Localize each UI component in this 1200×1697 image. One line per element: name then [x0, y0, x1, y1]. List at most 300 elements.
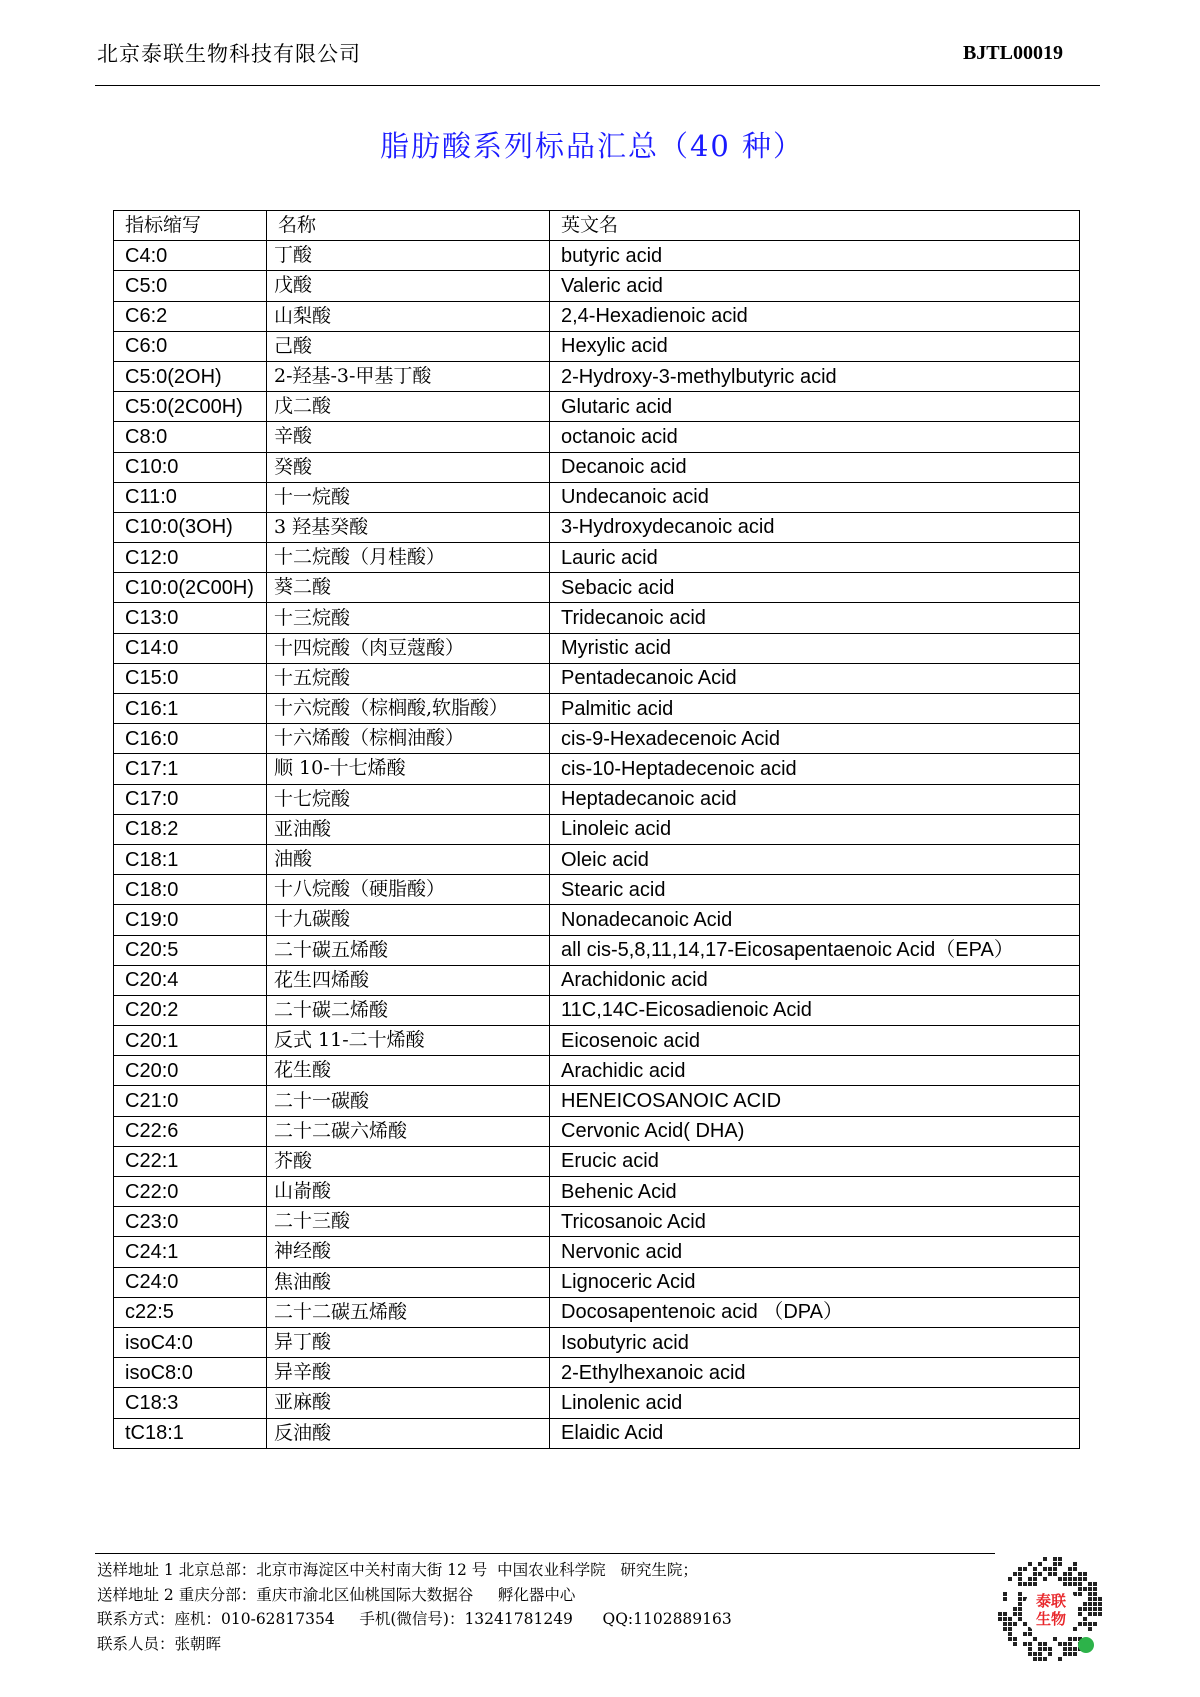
qr-module [1013, 1572, 1017, 1576]
english-cell: Linoleic acid [550, 814, 1080, 844]
qr-module [1013, 1612, 1017, 1616]
abbr-cell: C10:0(2C00H) [114, 573, 267, 603]
qr-module [1053, 1637, 1057, 1641]
abbr-cell: C14:0 [114, 633, 267, 663]
qr-module [1053, 1557, 1057, 1561]
name-cell: 己酸 [267, 331, 550, 361]
qr-module [1063, 1647, 1067, 1651]
qr-module [1053, 1562, 1057, 1566]
english-cell: Lignoceric Acid [550, 1267, 1080, 1297]
table-row [114, 512, 1080, 542]
english-cell: Decanoic acid [550, 452, 1080, 482]
english-cell: 2-Hydroxy-3-methylbutyric acid [550, 361, 1080, 391]
qr-module [1078, 1607, 1082, 1611]
company-name: 北京泰联生物科技有限公司 [97, 42, 361, 66]
english-cell: Tridecanoic acid [550, 603, 1080, 633]
qr-module [1093, 1607, 1097, 1611]
qr-module [1098, 1612, 1102, 1616]
abbr-cell: C5:0(2OH) [114, 361, 267, 391]
table-row [114, 905, 1080, 935]
qr-module [1008, 1637, 1012, 1641]
qr-module [1023, 1567, 1027, 1571]
abbr-cell: C4:0 [114, 241, 267, 271]
qr-module [1068, 1647, 1072, 1651]
qr-module [1058, 1657, 1062, 1661]
page-title: 脂肪酸系列标品汇总（40 种） [379, 129, 805, 163]
english-cell: cis-10-Heptadecenoic acid [550, 754, 1080, 784]
abbr-cell: C22:0 [114, 1177, 267, 1207]
qr-module [1028, 1652, 1032, 1656]
english-cell: Tricosanoic Acid [550, 1207, 1080, 1237]
qr-module [1008, 1627, 1012, 1631]
english-cell: Eicosenoic acid [550, 1026, 1080, 1056]
qr-module [1038, 1652, 1042, 1656]
qr-module [1073, 1637, 1077, 1641]
abbr-cell: C24:1 [114, 1237, 267, 1267]
qr-module [1003, 1612, 1007, 1616]
qr-module [1018, 1612, 1022, 1616]
table-row [114, 633, 1080, 663]
english-cell: Cervonic Acid( DHA) [550, 1116, 1080, 1146]
abbr-cell: C22:6 [114, 1116, 267, 1146]
qr-module [1033, 1567, 1037, 1571]
qr-module [1048, 1567, 1052, 1571]
english-cell: Linolenic acid [550, 1388, 1080, 1418]
table-row [114, 1388, 1080, 1418]
company-qr-seal [996, 1555, 1106, 1665]
qr-module [1008, 1577, 1012, 1581]
abbr-cell: C6:2 [114, 301, 267, 331]
qr-module [1063, 1582, 1067, 1586]
abbr-cell: C17:0 [114, 784, 267, 814]
name-cell: 山嵛酸 [267, 1177, 550, 1207]
qr-module [1088, 1587, 1092, 1591]
name-cell: 反油酸 [267, 1418, 550, 1448]
qr-module [1063, 1572, 1067, 1576]
abbr-cell: C5:0 [114, 271, 267, 301]
english-cell: Hexylic acid [550, 331, 1080, 361]
english-cell: Arachidonic acid [550, 965, 1080, 995]
english-cell: Behenic Acid [550, 1177, 1080, 1207]
abbr-cell: c22:5 [114, 1297, 267, 1327]
qr-module [1033, 1652, 1037, 1656]
qr-module [1018, 1592, 1022, 1596]
table-row [114, 875, 1080, 905]
wechat-badge-icon [1078, 1637, 1094, 1653]
table-row [114, 663, 1080, 693]
qr-module [1078, 1582, 1082, 1586]
qr-module [1058, 1577, 1062, 1581]
name-cell: 十三烷酸 [267, 603, 550, 633]
qr-module [1088, 1592, 1092, 1596]
name-cell: 戊酸 [267, 271, 550, 301]
qr-module [1068, 1637, 1072, 1641]
abbr-cell: C5:0(2C00H) [114, 392, 267, 422]
qr-module [1013, 1607, 1017, 1611]
qr-module [1038, 1657, 1042, 1661]
qr-module [1043, 1647, 1047, 1651]
abbr-cell: C20:1 [114, 1026, 267, 1056]
name-cell: 芥酸 [267, 1146, 550, 1176]
document-code: BJTL00019 [962, 42, 1063, 64]
table-row [114, 543, 1080, 573]
english-cell: Palmitic acid [550, 694, 1080, 724]
abbr-cell: C12:0 [114, 543, 267, 573]
abbr-cell: C20:0 [114, 1056, 267, 1086]
table-row [114, 422, 1080, 452]
name-cell: 二十碳二烯酸 [267, 995, 550, 1025]
table-row [114, 1297, 1080, 1327]
name-cell: 2-羟基-3-甲基丁酸 [267, 361, 550, 391]
qr-module [1043, 1642, 1047, 1646]
qr-module [1033, 1577, 1037, 1581]
header-divider [95, 85, 1100, 86]
qr-module [1098, 1597, 1102, 1601]
qr-module [1093, 1602, 1097, 1606]
name-cell: 十四烷酸（肉豆蔻酸） [267, 633, 550, 663]
name-cell: 十六烯酸（棕榈油酸） [267, 724, 550, 754]
qr-module [1003, 1592, 1007, 1596]
qr-module [1043, 1577, 1047, 1581]
qr-module [1078, 1592, 1082, 1596]
qr-module [1073, 1582, 1077, 1586]
qr-module [998, 1617, 1002, 1621]
qr-module [1023, 1582, 1027, 1586]
qr-module [1093, 1592, 1097, 1596]
qr-module [1073, 1647, 1077, 1651]
english-cell: Arachidic acid [550, 1056, 1080, 1086]
qr-module [1003, 1627, 1007, 1631]
qr-module [1073, 1567, 1077, 1571]
qr-module [1088, 1622, 1092, 1626]
fatty-acid-table [113, 210, 1080, 1449]
qr-module [1008, 1632, 1012, 1636]
abbr-cell: C20:2 [114, 995, 267, 1025]
qr-module [1008, 1617, 1012, 1621]
qr-module [1033, 1582, 1037, 1586]
qr-module [1063, 1642, 1067, 1646]
name-cell: 十一烷酸 [267, 482, 550, 512]
qr-module [1068, 1572, 1072, 1576]
qr-module [1088, 1612, 1092, 1616]
qr-module [1043, 1567, 1047, 1571]
table-row [114, 603, 1080, 633]
abbr-cell: isoC4:0 [114, 1327, 267, 1357]
qr-module [1003, 1622, 1007, 1626]
english-cell: Undecanoic acid [550, 482, 1080, 512]
english-cell: Nonadecanoic Acid [550, 905, 1080, 935]
qr-module [1038, 1562, 1042, 1566]
table-row [114, 1267, 1080, 1297]
abbr-cell: C20:5 [114, 935, 267, 965]
abbr-cell: C10:0(3OH) [114, 512, 267, 542]
qr-module [1013, 1642, 1017, 1646]
qr-module [1088, 1607, 1092, 1611]
english-cell: 3-Hydroxydecanoic acid [550, 512, 1080, 542]
table-row [114, 361, 1080, 391]
qr-module [1038, 1647, 1042, 1651]
name-cell: 异丁酸 [267, 1327, 550, 1357]
qr-module [1068, 1652, 1072, 1656]
abbr-cell: C20:4 [114, 965, 267, 995]
abbr-cell: C11:0 [114, 482, 267, 512]
table-row [114, 1418, 1080, 1448]
english-cell: cis-9-Hexadecenoic Acid [550, 724, 1080, 754]
abbr-cell: C23:0 [114, 1207, 267, 1237]
table-row [114, 1207, 1080, 1237]
qr-module [1078, 1577, 1082, 1581]
table-row [114, 482, 1080, 512]
seal-text-line-2: 生物 [1035, 1610, 1067, 1628]
name-cell: 十六烷酸（棕榈酸,软脂酸） [267, 694, 550, 724]
name-cell: 顺 10-十七烯酸 [267, 754, 550, 784]
name-cell: 山梨酸 [267, 301, 550, 331]
name-cell: 异辛酸 [267, 1358, 550, 1388]
qr-module [1093, 1587, 1097, 1591]
abbr-cell: C16:0 [114, 724, 267, 754]
qr-module [1068, 1577, 1072, 1581]
table-row [114, 452, 1080, 482]
table-row [114, 1146, 1080, 1176]
qr-module [1078, 1572, 1082, 1576]
table-row [114, 995, 1080, 1025]
english-cell: Valeric acid [550, 271, 1080, 301]
table-row [114, 754, 1080, 784]
table-row [114, 1327, 1080, 1357]
name-cell: 癸酸 [267, 452, 550, 482]
qr-module [1093, 1622, 1097, 1626]
table-row [114, 241, 1080, 271]
english-cell: 2-Ethylhexanoic acid [550, 1358, 1080, 1388]
abbr-cell: C10:0 [114, 452, 267, 482]
english-cell: Heptadecanoic acid [550, 784, 1080, 814]
name-cell: 二十碳五烯酸 [267, 935, 550, 965]
name-cell: 戊二酸 [267, 392, 550, 422]
footer-divider [95, 1553, 995, 1554]
qr-module [1073, 1652, 1077, 1656]
qr-module [1018, 1577, 1022, 1581]
table-row [114, 1086, 1080, 1116]
qr-module [1083, 1587, 1087, 1591]
table-row [114, 1116, 1080, 1146]
english-cell: octanoic acid [550, 422, 1080, 452]
qr-module [1063, 1577, 1067, 1581]
qr-module [1068, 1567, 1072, 1571]
abbr-cell: C8:0 [114, 422, 267, 452]
qr-module [1033, 1637, 1037, 1641]
english-cell: Glutaric acid [550, 392, 1080, 422]
table-row [114, 573, 1080, 603]
qr-module [1028, 1632, 1032, 1636]
table-row [114, 392, 1080, 422]
qr-module [1028, 1647, 1032, 1651]
table-row [114, 1026, 1080, 1056]
table-row [114, 965, 1080, 995]
abbr-cell: C16:1 [114, 694, 267, 724]
table-row [114, 724, 1080, 754]
abbr-cell: C6:0 [114, 331, 267, 361]
table-row [114, 1358, 1080, 1388]
table-row [114, 271, 1080, 301]
name-cell: 十八烷酸（硬脂酸） [267, 875, 550, 905]
qr-module [1033, 1572, 1037, 1576]
qr-module [1018, 1602, 1022, 1606]
name-cell: 十九碳酸 [267, 905, 550, 935]
qr-module [1048, 1647, 1052, 1651]
name-cell: 二十二碳五烯酸 [267, 1297, 550, 1327]
qr-module [1008, 1622, 1012, 1626]
qr-module [1053, 1567, 1057, 1571]
qr-module [1063, 1652, 1067, 1656]
table-row [114, 1177, 1080, 1207]
qr-module [1028, 1582, 1032, 1586]
qr-module [1038, 1572, 1042, 1576]
qr-module [1023, 1642, 1027, 1646]
contact-person-line: 联系人员：张朝晖 [97, 1634, 222, 1653]
table-row [114, 935, 1080, 965]
table-row [114, 844, 1080, 874]
abbr-cell: C17:1 [114, 754, 267, 784]
column-header-abbr: 指标缩写 [114, 211, 267, 241]
contact-footer [97, 1558, 732, 1656]
qr-module [1073, 1562, 1077, 1566]
english-cell: 2,4-Hexadienoic acid [550, 301, 1080, 331]
qr-module [1068, 1582, 1072, 1586]
qr-module [1098, 1602, 1102, 1606]
qr-module [1083, 1602, 1087, 1606]
english-cell: Erucic acid [550, 1146, 1080, 1176]
table-header-row [114, 211, 1080, 241]
name-cell: 焦油酸 [267, 1267, 550, 1297]
name-cell: 十五烷酸 [267, 663, 550, 693]
qr-module [1098, 1607, 1102, 1611]
qr-module [1093, 1612, 1097, 1616]
abbr-cell: C18:3 [114, 1388, 267, 1418]
english-cell: Isobutyric acid [550, 1327, 1080, 1357]
english-cell: Docosapentenoic acid （DPA） [550, 1297, 1080, 1327]
qr-module [1018, 1597, 1022, 1601]
qr-module [1078, 1587, 1082, 1591]
qr-module [1028, 1562, 1032, 1566]
name-cell: 丁酸 [267, 241, 550, 271]
column-header-english: 英文名 [550, 211, 1080, 241]
qr-module [1083, 1607, 1087, 1611]
english-cell: Stearic acid [550, 875, 1080, 905]
table-row [114, 694, 1080, 724]
qr-module [1088, 1582, 1092, 1586]
name-cell: 亚麻酸 [267, 1388, 550, 1418]
qr-module [1058, 1557, 1062, 1561]
qr-module [1068, 1642, 1072, 1646]
qr-module [1088, 1602, 1092, 1606]
english-cell: Elaidic Acid [550, 1418, 1080, 1448]
qr-module [1058, 1642, 1062, 1646]
qr-module [1078, 1622, 1082, 1626]
qr-module [1048, 1652, 1052, 1656]
name-cell: 二十二碳六烯酸 [267, 1116, 550, 1146]
abbr-cell: isoC8:0 [114, 1358, 267, 1388]
name-cell: 十二烷酸（月桂酸） [267, 543, 550, 573]
qr-module [1018, 1567, 1022, 1571]
abbr-cell: C19:0 [114, 905, 267, 935]
english-cell: butyric acid [550, 241, 1080, 271]
qr-module [1073, 1577, 1077, 1581]
qr-module [1038, 1642, 1042, 1646]
qr-module [1018, 1607, 1022, 1611]
abbr-cell: C18:2 [114, 814, 267, 844]
name-cell: 花生四烯酸 [267, 965, 550, 995]
abbr-cell: C24:0 [114, 1267, 267, 1297]
qr-module [1058, 1562, 1062, 1566]
name-cell: 辛酸 [267, 422, 550, 452]
qr-module [1003, 1597, 1007, 1601]
qr-module [1013, 1637, 1017, 1641]
english-cell: Lauric acid [550, 543, 1080, 573]
qr-module [1033, 1657, 1037, 1661]
qr-module [1093, 1597, 1097, 1601]
abbr-cell: C18:0 [114, 875, 267, 905]
address-line-2: 送样地址 2 重庆分部：重庆市渝北区仙桃国际大数据谷 孵化器中心 [97, 1585, 576, 1604]
qr-module [1028, 1577, 1032, 1581]
qr-module [1083, 1622, 1087, 1626]
table-row [114, 1056, 1080, 1086]
qr-module [1078, 1612, 1082, 1616]
table-row [114, 301, 1080, 331]
address-line-1: 送样地址 1 北京总部：北京市海淀区中关村南大街 12 号 中国农业科学院 研究生院； [97, 1561, 698, 1579]
english-cell: 11C,14C-Eicosadienoic Acid [550, 995, 1080, 1025]
name-cell: 花生酸 [267, 1056, 550, 1086]
abbr-cell: tC18:1 [114, 1418, 267, 1448]
table-row [114, 784, 1080, 814]
qr-module [1083, 1577, 1087, 1581]
qr-module [1073, 1627, 1077, 1631]
name-cell: 油酸 [267, 844, 550, 874]
english-cell: Sebacic acid [550, 573, 1080, 603]
column-header-name: 名称 [267, 211, 550, 241]
name-cell: 二十一碳酸 [267, 1086, 550, 1116]
name-cell: 亚油酸 [267, 814, 550, 844]
english-cell: Myristic acid [550, 633, 1080, 663]
qr-module [1083, 1617, 1087, 1621]
contact-line: 联系方式：座机：010-62817354 手机(微信号)：13241781249 QQ:1102889163 [97, 1610, 732, 1628]
qr-module [1013, 1622, 1017, 1626]
name-cell: 3 羟基癸酸 [267, 512, 550, 542]
qr-module [1003, 1617, 1007, 1621]
qr-module [1048, 1572, 1052, 1576]
english-cell: Pentadecanoic Acid [550, 663, 1080, 693]
table-row [114, 1237, 1080, 1267]
abbr-cell: C18:1 [114, 844, 267, 874]
english-cell: Oleic acid [550, 844, 1080, 874]
english-cell: Nervonic acid [550, 1237, 1080, 1267]
qr-module [1093, 1582, 1097, 1586]
english-cell: HENEICOSANOIC ACID [550, 1086, 1080, 1116]
qr-module [1088, 1627, 1092, 1631]
qr-module [1018, 1582, 1022, 1586]
seal-text-line-1: 泰联 [1035, 1592, 1067, 1610]
abbr-cell: C22:1 [114, 1146, 267, 1176]
qr-module [1023, 1632, 1027, 1636]
abbr-cell: C21:0 [114, 1086, 267, 1116]
qr-module [1018, 1617, 1022, 1621]
qr-module [1018, 1572, 1022, 1576]
name-cell: 反式 11-二十烯酸 [267, 1026, 550, 1056]
qr-module [1053, 1572, 1057, 1576]
qr-module [1023, 1622, 1027, 1626]
table-row [114, 814, 1080, 844]
qr-module [998, 1612, 1002, 1616]
qr-module [1043, 1657, 1047, 1661]
